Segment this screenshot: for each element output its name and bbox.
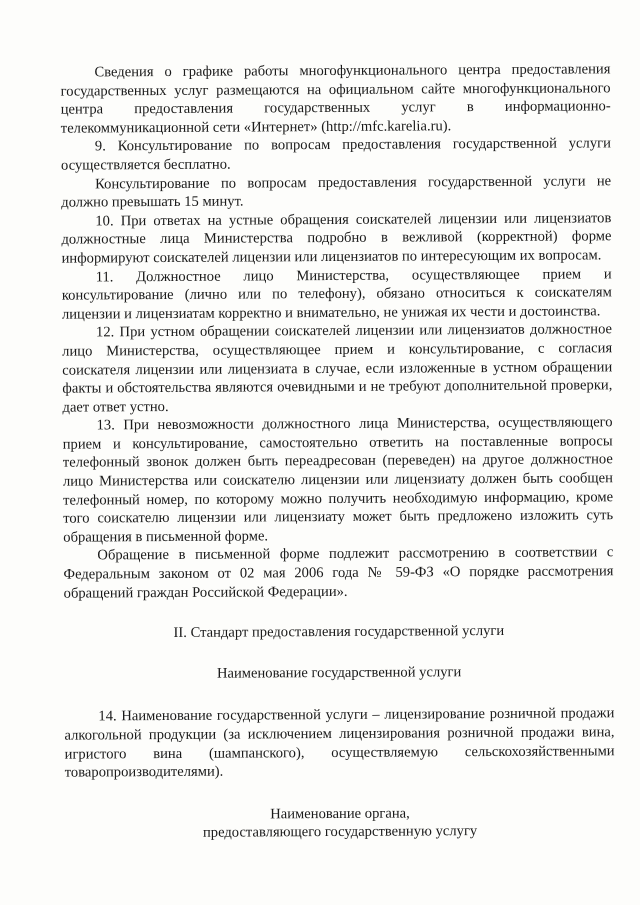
paragraph-13: 13. При невозможности должностного лица Министерства, осуществляющего прием и консультирование, самостоятельно ответить на поставленные вопросы телефонный звонок должен быть переадресован (переведен) на другое должностное лицо Министерства или соискателю лицензии или лицензиату должен быть сообщен телефонный номер, по которому можно получить необходимую информацию, кроме того соискателю лицензии или лицензиату может быть предложено изложить суть обращения в письменной форме. bbox=[62, 414, 614, 546]
subheading-authority-line1: Наименование органа, bbox=[270, 805, 410, 823]
section-heading-standard: II. Стандарт предоставления государственной услуги bbox=[173, 623, 505, 642]
paragraph-9-free-consultation: 9. Консультирование по вопросам предоставления государственной услуги осуществляется бесплатно. bbox=[60, 135, 611, 174]
paragraph-written-appeal: Обращение в письменной форме подлежит рассмотрению в соответствии с Федеральным законом от 02 мая 2006 года № 59-ФЗ «О порядке рассмотрения обращений граждан Российской Федерации». bbox=[63, 544, 614, 602]
subheading-authority-line2: предоставляющего государственную услугу bbox=[202, 823, 478, 842]
paragraph-12: 12. При устном обращении соискателей лицензии или лицензиатов должностное лицо Министерства, осуществляющее прием и консультирование, с согласия соискателя лицензии или лицензиата в случае, если изложенные в устном обращении факты и обстоятельства являются очевидными и не требуют дополнительной проверки, дает ответ устно. bbox=[62, 321, 613, 416]
paragraph-14: 14. Наименование государственной услуги – лицензирование розничной продажи алкогольной продукции (за исключением лицензирования розничной продажи вина, игристого вина (шампанского), осуществляемую сельскохозяйственными товаропроизводителями). bbox=[64, 705, 615, 781]
paragraph-mfc-schedule: Сведения о графике работы многофункционального центра предоставления государственных услуг размещаются на официальном сайте многофункционального центра предоставления государственных услуг в информационно-телекоммуникационной сети «Интернет» (http://mfc.karelia.ru). bbox=[60, 61, 611, 137]
subheading-service-name: Наименование государственной услуги bbox=[216, 664, 462, 682]
paragraph-10: 10. При ответах на устные обращения соискателей лицензии или лицензиатов должностные лица Министерства подробно в вежливой (корректной) форме информируют соискателей лицензии или лицензиатов по интересующим их вопросам. bbox=[61, 210, 612, 267]
paragraph-9-duration: Консультирование по вопросам предоставления государственной услуги не должно превышать 15 минут. bbox=[61, 172, 612, 211]
paragraph-11: 11. Должностное лицо Министерства, осуществляющее прием и консультирование (лично или по телефону), обязано относиться к соискателям лицензии и лицензиатам корректно и внимательно, не унижая их чести и достоинства. bbox=[61, 265, 612, 323]
